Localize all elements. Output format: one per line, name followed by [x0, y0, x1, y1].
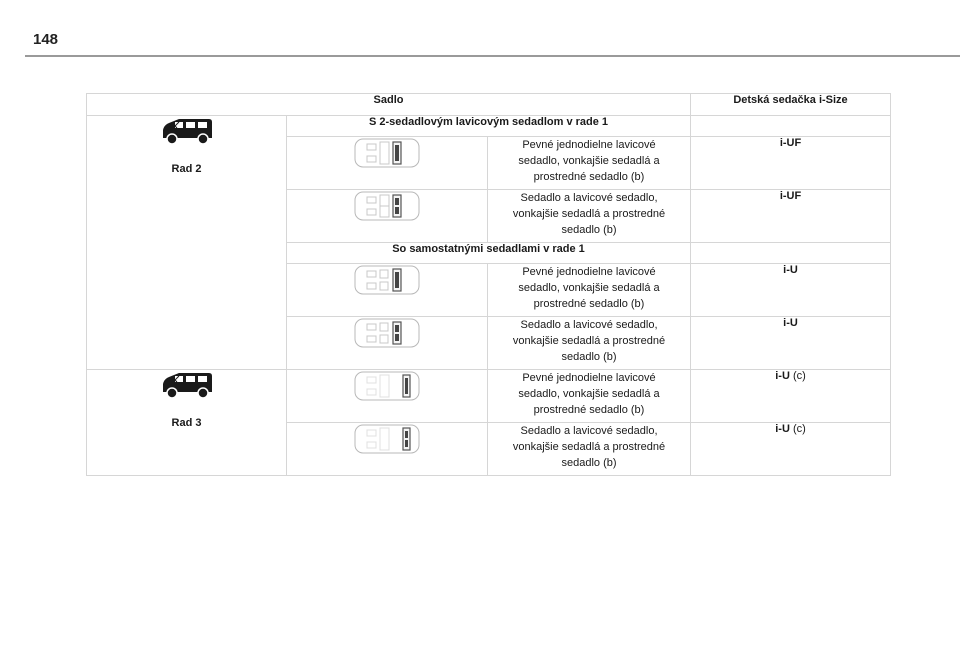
- seat-layout-icon: [353, 213, 421, 225]
- seat-description: Sedadlo a lavicové sedadlo, vonkajšie sedadlá a prostredné sedadlo (b): [488, 190, 691, 243]
- seat-layout-icon: [353, 393, 421, 405]
- header-seat: Sadlo: [87, 94, 691, 116]
- child-seat-result: i-UF: [691, 137, 891, 190]
- minivan-icon: [159, 116, 215, 149]
- child-seat-result: i-U (c): [691, 370, 891, 423]
- seat-description: Pevné jednodielne lavicové sedadlo, vonkajšie sedadlá a prostredné sedadlo (b): [488, 370, 691, 423]
- table-row: [87, 370, 891, 423]
- child-seat-table: [86, 93, 891, 476]
- row-2-label: Rad 2: [171, 163, 202, 175]
- row-3-label: Rad 3: [171, 417, 202, 429]
- table-header-row: [87, 94, 891, 116]
- seat-layout-cell: [287, 423, 488, 476]
- page-number: 148: [33, 31, 59, 48]
- child-seat-result: i-U: [691, 317, 891, 370]
- header-child-seat: Detská sedačka i-Size: [691, 94, 891, 116]
- seat-description: Sedadlo a lavicové sedadlo, vonkajšie sedadlá a prostredné sedadlo (b): [488, 423, 691, 476]
- section-title: S 2-sedadlovým lavicovým sedadlom v rade 1: [287, 116, 691, 137]
- section-title: So samostatnými sedadlami v rade 1: [287, 243, 691, 264]
- child-seat-result: i-U: [691, 264, 891, 317]
- row-2-cell: [87, 116, 287, 370]
- seat-layout-cell: [287, 264, 488, 317]
- child-seat-result: i-U (c): [691, 423, 891, 476]
- seat-layout-cell: [287, 190, 488, 243]
- header-rule: [25, 55, 960, 57]
- seat-description: Pevné jednodielne lavicové sedadlo, vonkajšie sedadlá a prostredné sedadlo (b): [488, 137, 691, 190]
- seat-layout-icon: [353, 340, 421, 352]
- row-3-cell: [87, 370, 287, 476]
- table-row: [87, 116, 891, 137]
- seat-layout-cell: [287, 317, 488, 370]
- minivan-icon: [159, 370, 215, 403]
- seat-layout-cell: [287, 137, 488, 190]
- seat-layout-icon: [353, 446, 421, 458]
- seat-description: Sedadlo a lavicové sedadlo, vonkajšie sedadlá a prostredné sedadlo (b): [488, 317, 691, 370]
- child-seat-result: i-UF: [691, 190, 891, 243]
- seat-layout-icon: [353, 287, 421, 299]
- seat-description: Pevné jednodielne lavicové sedadlo, vonkajšie sedadlá a prostredné sedadlo (b): [488, 264, 691, 317]
- seat-layout-icon: [353, 160, 421, 172]
- seat-layout-cell: [287, 370, 488, 423]
